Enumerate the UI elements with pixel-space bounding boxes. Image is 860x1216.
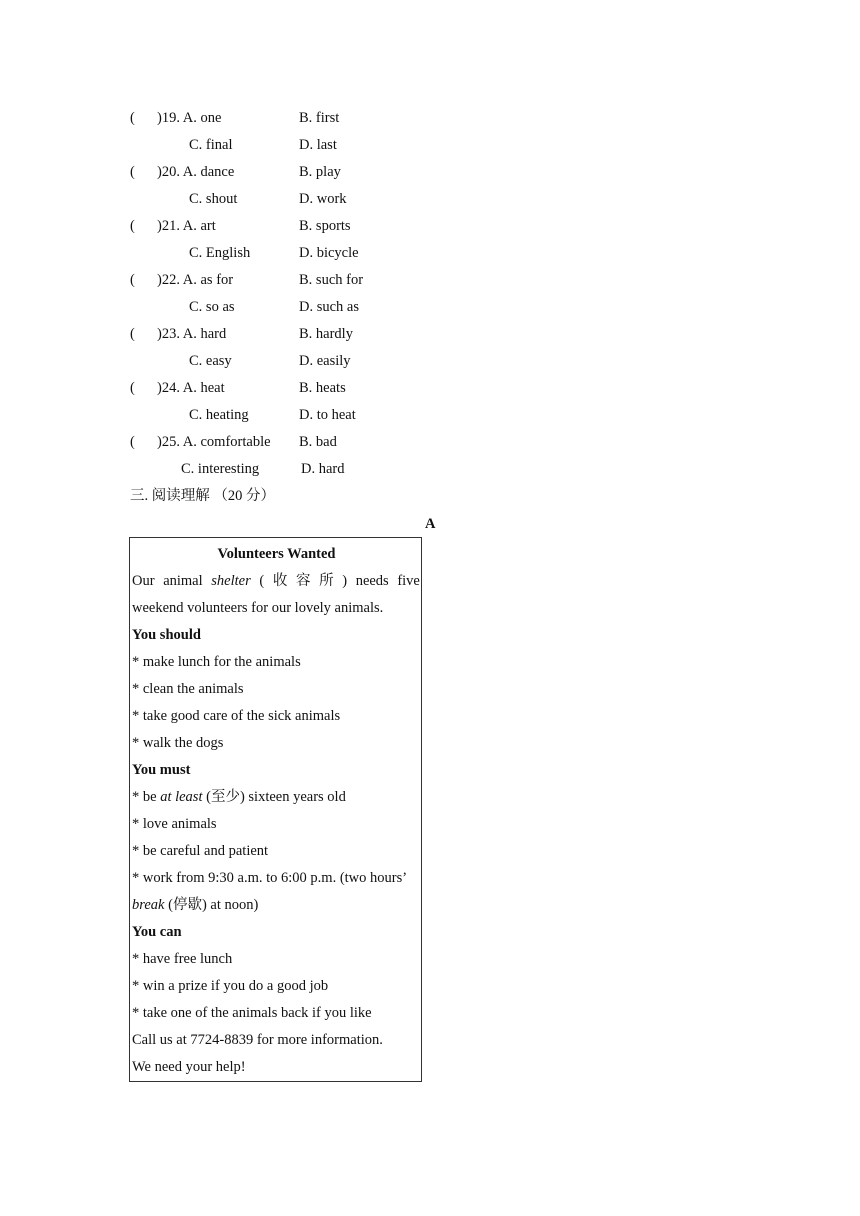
question-option-a: )23. A. hard [157,326,227,342]
closing-line: We need your help! [132,1059,246,1075]
notice-title: Volunteers Wanted [217,546,336,562]
break-post: (停歇) at noon) [164,897,259,913]
should-item: * clean the animals [132,681,244,697]
question-option-d: D. work [299,191,347,207]
must-item: * love animals [132,816,217,832]
intro-word: five [397,573,420,589]
answer-paren: ( [130,110,135,126]
intro-cn: ) [342,573,348,589]
answer-paren: ( [130,380,135,396]
question-option-d: D. to heat [299,407,356,423]
intro-cn: 收 [272,573,288,589]
question-option-c: C. final [189,137,233,153]
question-option-c: C. English [189,245,251,261]
must-item-italic: at least [160,789,203,805]
question-option-a: )24. A. heat [157,380,225,396]
question-option-d: D. hard [301,461,345,477]
question-option-c: C. heating [189,407,249,423]
question-option-b: B. hardly [299,326,353,342]
intro-word: needs [355,573,389,589]
can-item: * have free lunch [132,951,233,967]
question-option-b: B. first [299,110,340,126]
should-heading: You should [132,627,201,643]
question-option-d: D. bicycle [299,245,359,261]
question-option-d: D. easily [299,353,351,369]
answer-paren: ( [130,218,135,234]
question-option-b: B. such for [299,272,364,288]
intro-word: Our [132,573,155,589]
contact-line: Call us at 7724-8839 for more information. [132,1032,383,1048]
question-option-a: )25. A. comfortable [157,434,271,450]
should-item: * make lunch for the animals [132,654,301,670]
must-item-post: (至少) sixteen years old [202,789,346,805]
must-item-continued [132,898,258,913]
question-option-a: )19. A. one [157,110,222,126]
question-option-c: C. easy [189,353,232,369]
intro-word: animal [163,573,203,589]
intro-cn: ( [259,573,265,589]
intro-cn: 所 [319,573,334,589]
intro-italic-word: shelter [211,573,251,589]
question-option-b: B. sports [299,218,351,234]
notice-intro-line2: weekend volunteers for our lovely animals. [132,600,384,616]
should-item: * walk the dogs [132,735,224,751]
can-item: * take one of the animals back if you like [132,1005,372,1021]
question-option-a: )21. A. art [157,218,216,234]
question-option-b: B. bad [299,434,337,450]
must-heading: You must [132,762,191,778]
break-italic: break [132,897,165,913]
must-item: * work from 9:30 a.m. to 6:00 p.m. (two hours’ [132,870,408,886]
answer-paren: ( [130,434,135,450]
question-option-c: C. shout [189,191,238,207]
can-item: * win a prize if you do a good job [132,978,329,994]
question-option-a: )20. A. dance [157,164,235,180]
must-item: * be careful and patient [132,843,269,859]
question-option-d: D. last [299,137,337,153]
notice-intro-line1 [132,574,420,589]
question-option-b: B. play [299,164,341,180]
must-item-pre: * be [132,789,161,805]
answer-paren: ( [130,272,135,288]
answer-paren: ( [130,326,135,342]
answer-paren: ( [130,164,135,180]
question-option-b: B. heats [299,380,346,396]
intro-cn: 容 [295,573,311,589]
question-option-c: C. so as [189,299,235,315]
volunteer-notice-box [129,537,422,1082]
should-item: * take good care of the sick animals [132,708,341,724]
must-item [132,790,346,805]
question-option-a: )22. A. as for [157,272,234,288]
question-option-c: C. interesting [181,461,260,477]
passage-letter: A [425,516,436,532]
section-heading: 三. 阅读理解 （20 分） [130,488,275,504]
can-heading: You can [132,924,182,940]
question-option-d: D. such as [299,299,360,315]
